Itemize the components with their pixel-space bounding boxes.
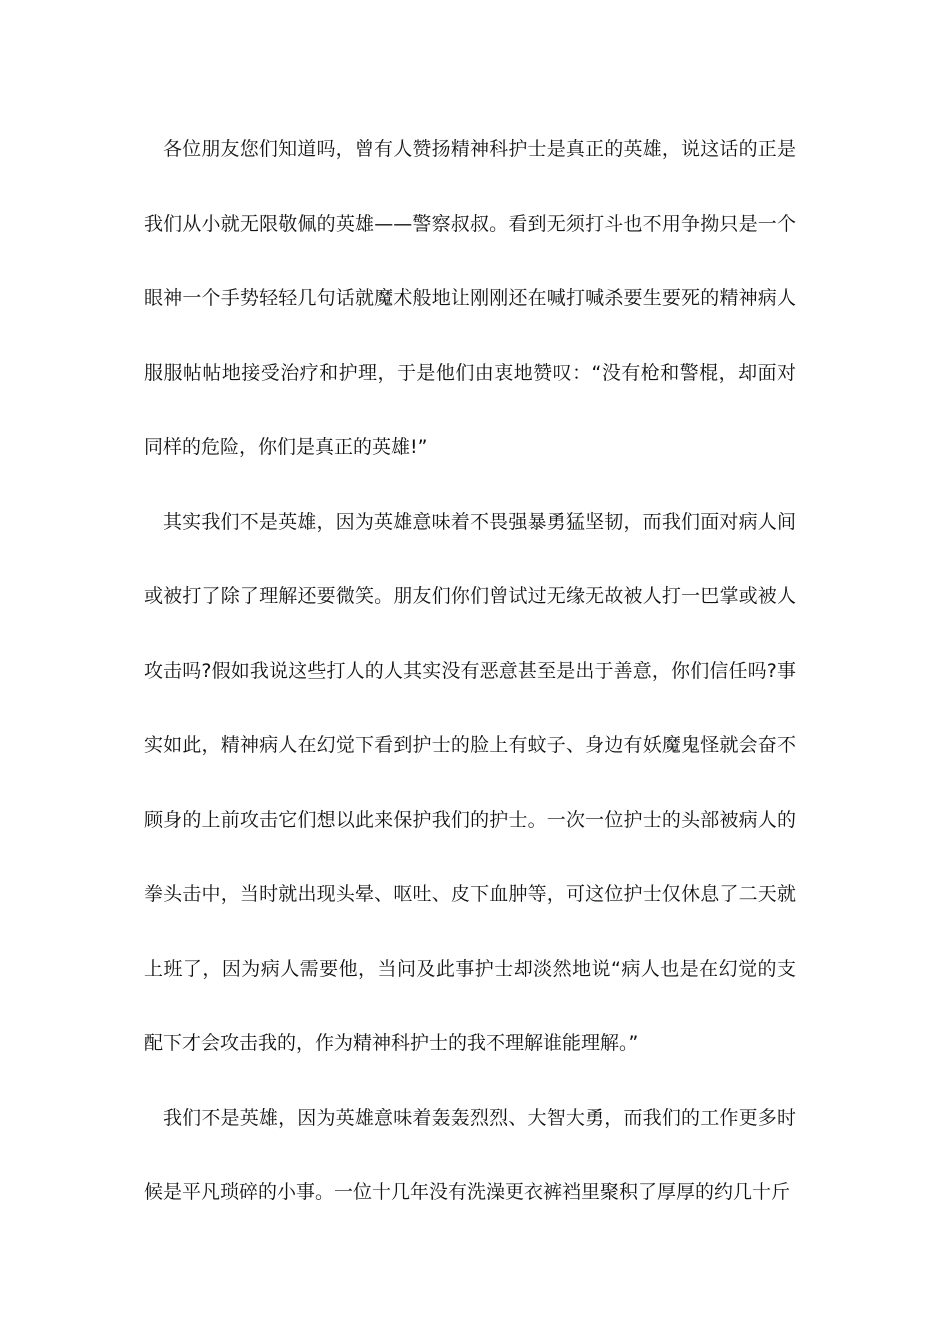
paragraph-not-heroes-understanding: 其实我们不是英雄，因为英雄意味着不畏强暴勇猛坚韧，而我们面对病人间或被打了除了理解还要微笑。朋友们你们曾试过无缘无故被人打一巴掌或被人攻击吗?假如我说这些打人的人其实没有恶意甚至是出于善意，你们信任吗?事实如此，精神病人在幻觉下看到护士的脸上有蚊子、身边有妖魔鬼怪就会奋不顾身的上前攻击它们想以此来保护我们的护士。一次一位护士的头部被病人的拳头击中，当时就出现头晕、呕吐、皮下血肿等，可这位护士仅休息了二天就上班了，因为病人需要他，当问及此事护士却淡然地说“病人也是在幻觉的支配下才会攻击我的，作为精神科护士的我不理解谁能理解。” (144, 510, 796, 1054)
document-page (144, 112, 796, 1230)
paragraph-not-heroes-ordinary-work: 我们不是英雄，因为英雄意味着轰轰烈烈、大智大勇，而我们的工作更多时候是平凡琐碎的小事。一位十几年没有洗澡更衣裤裆里聚积了厚厚的约几十斤 (144, 1106, 796, 1203)
paragraph-heroes-praise: 各位朋友您们知道吗，曾有人赞扬精神科护士是真正的英雄，说这话的正是我们从小就无限敬佩的英雄——警察叔叔。看到无须打斗也不用争拗只是一个眼神一个手势轻轻几句话就魔术般地让刚刚还在喊打喊杀要生要死的精神病人服服帖帖地接受治疗和护理，于是他们由衷地赞叹：“没有枪和警棍，却面对同样的危险，你们是真正的英雄!” (144, 138, 796, 458)
